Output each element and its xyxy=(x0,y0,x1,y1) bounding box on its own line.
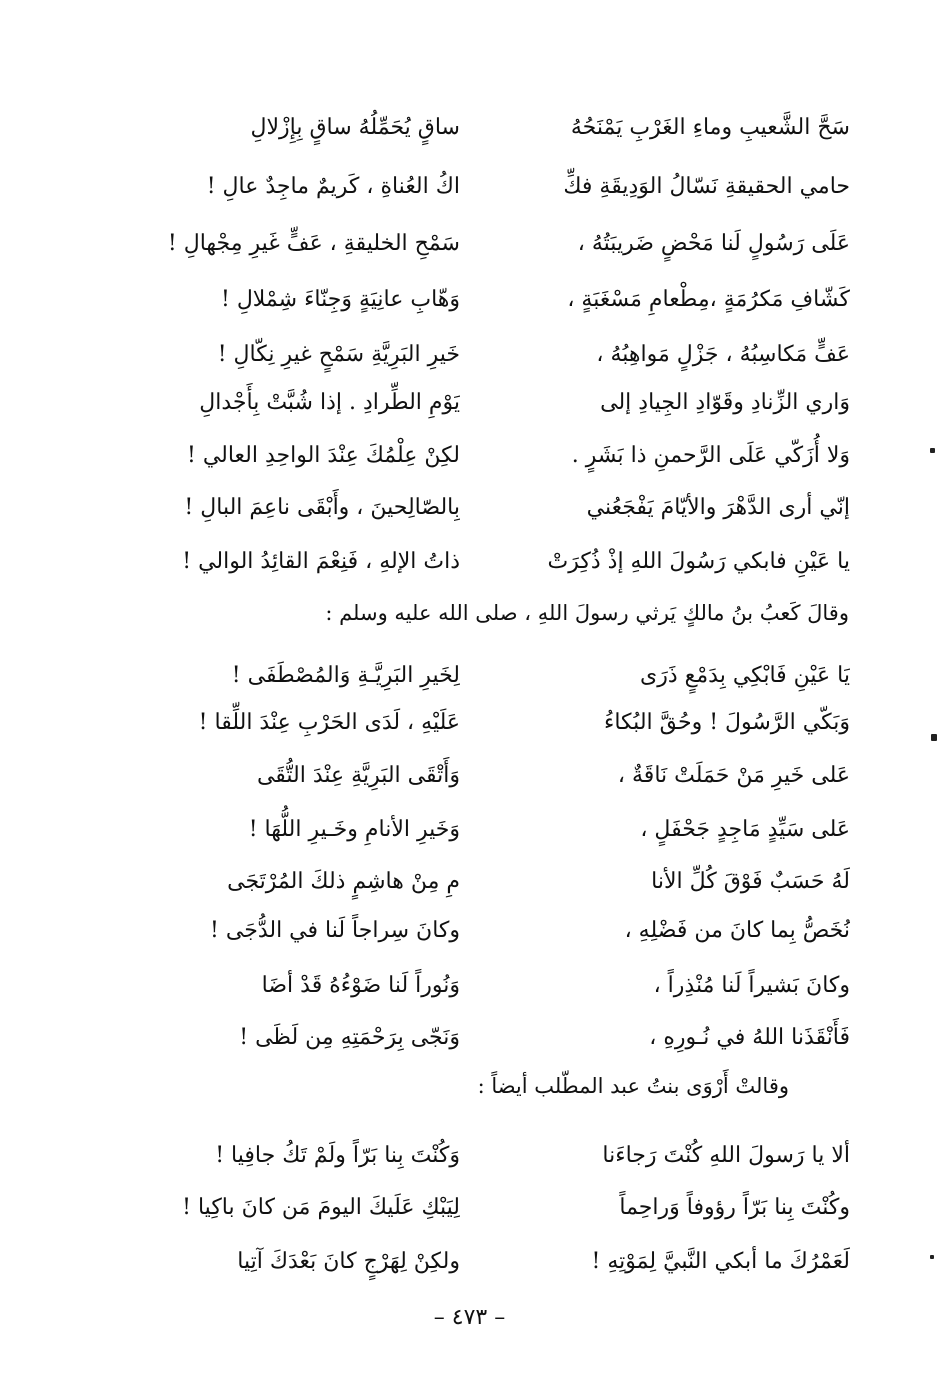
verse-line xyxy=(130,1012,850,1064)
first-hemistich: عَلى سَيِّدٍ مَاجِدٍ جَحْفَلٍ ، xyxy=(640,817,850,842)
first-hemistich: سَحَّ الشَّعيبِ وماءِ الغَرْبِ يَمْنَحُهُ xyxy=(570,115,850,140)
second-hemistich: سَمْحِ الخليقةِ ، عَفٍّ غَيرِ مِجْهالِ ! xyxy=(167,231,460,256)
page-number: – ٤٧٣ – xyxy=(433,1305,506,1330)
first-hemistich: ألا يا رَسولَ اللهِ كُنْتَ رَجاءَنا xyxy=(602,1143,850,1168)
first-hemistich: عَلى خَيرِ مَنْ حَمَلَتْ نَاقَةٌ ، xyxy=(617,763,850,788)
second-hemistich: ولكِنْ لِهَرْجٍ كانَ بَعْدَكَ آتِيا xyxy=(237,1249,460,1274)
second-hemistich: مِ مِنْ هاشِمٍ ذلكَ المُرْتَجَى xyxy=(227,869,460,894)
second-hemistich: اكُ العُناةِ ، كَريمٌ ماجِدٌ عالِ ! xyxy=(206,174,460,199)
first-hemistich: وكانَ بَشيراً لَنا مُنْذِراً ، xyxy=(653,973,850,998)
second-hemistich: عَلَيْهِ ، لَدَى الحَرْبِ عِنْدَ اللِّقا ! xyxy=(198,710,460,735)
verse-line xyxy=(130,377,850,429)
second-hemistich: خَيرِ البَرِيَّةِ سَمْحٍ غيرِ نِكّالِ ! xyxy=(217,342,460,367)
second-hemistich: وَنَجّى بِرَحْمَتِهِ مِن لَظَى ! xyxy=(239,1025,460,1050)
verse-line xyxy=(130,650,850,702)
verse-line xyxy=(130,750,850,802)
second-hemistich: وَأَتْقَى البَرِيَّةِ عِنْدَ التُّقَى xyxy=(256,763,460,788)
first-hemistich: لَعَمْرُكَ ما أبكي النَّبيَّ لِمَوْتِهِ ! xyxy=(591,1249,850,1274)
first-hemistich: حامي الحقيقةِ نَسّالُ الوَدِيقَةِ فكِّ xyxy=(563,174,850,199)
second-hemistich: يَوْمِ الطِّرادِ . إذا شُبَّتْ بِأَجْدالِ xyxy=(199,390,460,415)
second-hemistich: وَكُنْتَ بِنا بَرّاً ولَمْ تَكُ جافِيا ! xyxy=(215,1143,460,1168)
first-hemistich: فَأَنْقَذَنا اللهُ في نُـورِهِ ، xyxy=(649,1025,850,1050)
first-hemistich: كَشّافِ مَكرُمَةٍ ،مِطْعامِ مَسْغَبَةٍ ، xyxy=(567,287,850,312)
verse-line xyxy=(130,102,850,154)
second-hemistich: وَنُوراً لَنا ضَوْءُهُ قَدْ أضَا xyxy=(261,973,460,998)
verse-line xyxy=(130,274,850,326)
second-hemistich: بِالصّالِحينَ ، وأَبْقَى ناعِمَ البالِ ! xyxy=(184,495,460,520)
verse-line xyxy=(130,329,850,381)
verse-line xyxy=(130,482,850,534)
second-hemistich: وَخَيرِ الأنامِ وخَـيرِ اللُّهَا ! xyxy=(248,817,460,842)
second-hemistich: ساقٍ يُحَمِّلُهُ ساقٍ بِإِزْلالِ xyxy=(250,115,460,140)
second-hemistich: لكِنْ عِلْمُكَ عِنْدَ الواحِدِ العالي ! xyxy=(186,443,460,468)
second-hemistich: وَهّابِ عانِيَةٍ وَجِنّاءَ شِمْلالِ ! xyxy=(220,287,460,312)
second-hemistich: ذاتُ الإلهِ ، فَنِعْمَ القائِدُ الوالي ! xyxy=(182,549,460,574)
section-intro: وقالتْ أَرْوَى بنتُ عبد المطّلب أيضاً : xyxy=(477,1074,789,1098)
second-hemistich: لِيَبْكِ عَلَيكَ اليومَ مَن كانَ باكِيا ! xyxy=(182,1195,460,1220)
first-hemistich: نُخَصُّ بِما كانَ من فَضْلِهِ ، xyxy=(624,918,850,943)
verse-line xyxy=(130,804,850,856)
section-intro: وقالَ كَعبُ بنُ مالكٍ يَرثي رسولَ اللهِ ، صلى الله عليه وسلم : xyxy=(325,601,849,625)
first-hemistich: لَهُ حَسَبٌ فَوْقَ كُلِّ الأنا xyxy=(651,869,850,894)
first-hemistich: عَلَى رَسُولٍ لَنا مَحْضٍ ضَريبَتُهُ ، xyxy=(577,231,850,256)
first-hemistich: إنّي أرى الدَّهْرَ والأيّامَ يَفْجَعُني xyxy=(586,495,850,520)
verse-line xyxy=(130,905,850,957)
first-hemistich: وَلا أُزَكّي عَلَى الرَّحمنِ ذا بَشَرٍ . xyxy=(571,443,850,468)
second-hemistich: لِخَيرِ البَرِيَّـةِ وَالمُصْطَفَى ! xyxy=(231,663,460,688)
first-hemistich: وكُنْتَ بِنا بَرّاً رؤوفاً وَراحِماً xyxy=(619,1195,850,1220)
verse-line xyxy=(130,1130,850,1182)
scan-speck xyxy=(931,734,937,741)
verse-line xyxy=(130,856,850,908)
first-hemistich: يا عَيْنِ فابكي رَسُولَ اللهِ إذْ ذُكِرَتْ xyxy=(547,549,850,574)
first-hemistich: وَبَكّي الرَّسُولَ ! وحُقَّ البُكاءُ xyxy=(603,710,850,735)
verse-line xyxy=(130,960,850,1012)
verse-line xyxy=(130,218,850,270)
verse-line xyxy=(130,430,850,482)
verse-line xyxy=(130,161,850,213)
scan-speck xyxy=(930,448,935,453)
verse-line xyxy=(130,1182,850,1234)
first-hemistich: عَفٍّ مَكاسِبُهُ ، جَزْلٍ مَواهِبُهُ ، xyxy=(596,342,850,367)
verse-line xyxy=(130,697,850,749)
verse-line xyxy=(130,536,850,588)
second-hemistich: وكانَ سِراجاً لَنا في الدُّجَى ! xyxy=(210,918,460,943)
first-hemistich: يَا عَيْنِ فَابْكِي بِدَمْعٍ ذَرَى xyxy=(640,663,850,688)
first-hemistich: وَاري الزِّنادِ وقَوّادِ الجِيادِ إلى xyxy=(600,390,850,415)
verse-line xyxy=(130,1236,850,1288)
scan-speck xyxy=(930,1255,934,1259)
